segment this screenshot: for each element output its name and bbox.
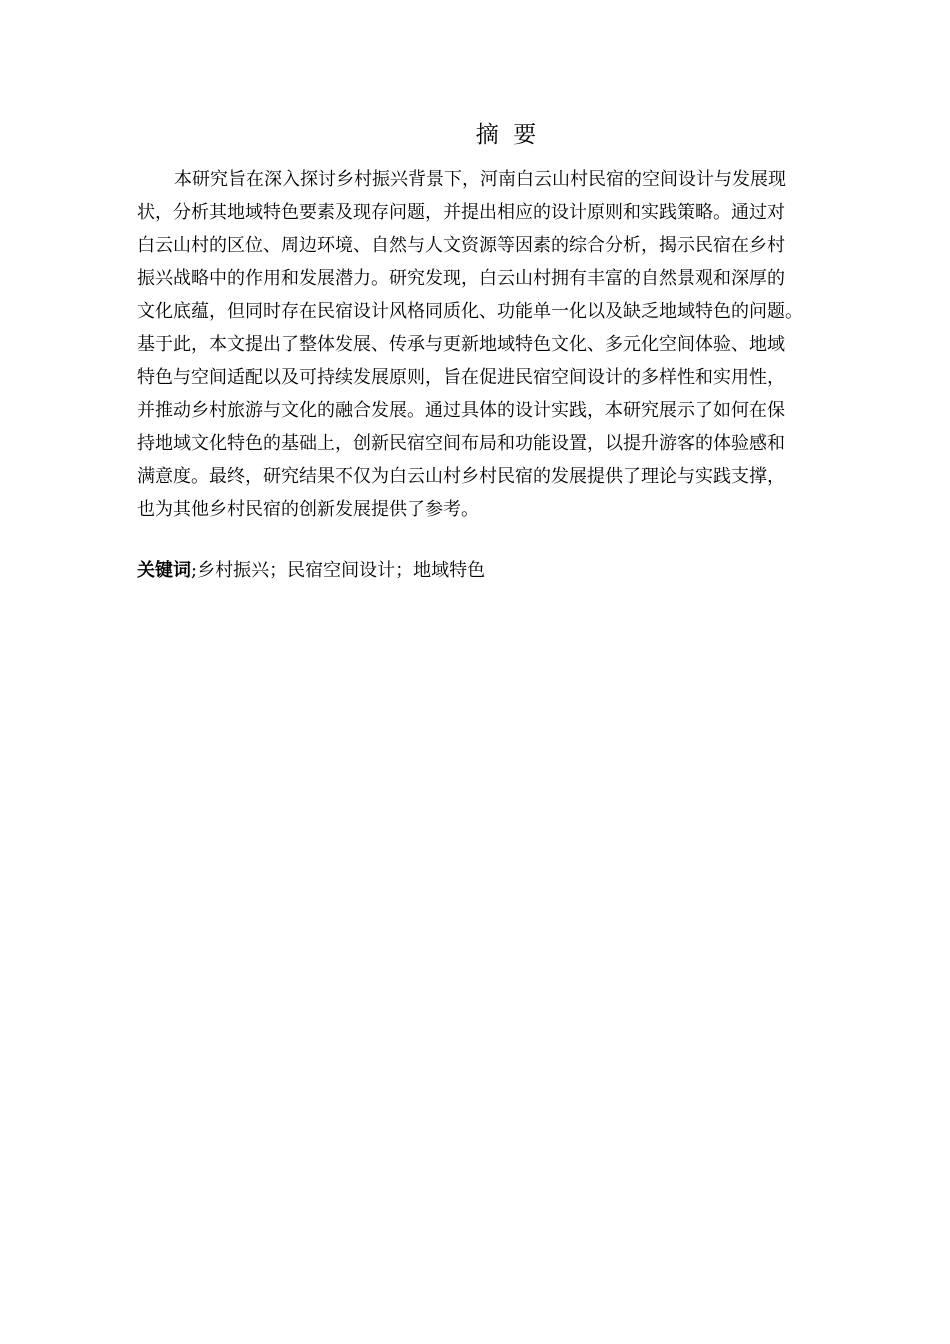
- abstract-line: 并推动乡村旅游与文化的融合发展。通过具体的设计实践，本研究展示了如何在保: [137, 400, 785, 421]
- abstract-line: 特色与空间适配以及可持续发展原则，旨在促进民宿空间设计的多样性和实用性，: [137, 367, 785, 388]
- keywords-label: 关键词: [137, 560, 191, 581]
- abstract-line: 持地域文化特色的基础上，创新民宿空间布局和功能设置，以提升游客的体验感和: [137, 433, 785, 454]
- abstract-line: 本研究旨在深入探讨乡村振兴背景下，河南白云山村民宿的空间设计与发展现: [174, 169, 786, 190]
- page-title: 摘 要: [475, 122, 537, 148]
- abstract-line: 振兴战略中的作用和发展潜力。研究发现，白云山村拥有丰富的自然景观和深厚的: [137, 268, 785, 289]
- abstract-line: 状，分析其地域特色要素及现存问题，并提出相应的设计原则和实践策略。通过对: [137, 202, 785, 223]
- abstract-line: 文化底蕴，但同时存在民宿设计风格同质化、功能单一化以及缺乏地域特色的问题。: [137, 301, 803, 322]
- keywords-text: ;乡村振兴；民宿空间设计；地域特色: [191, 560, 486, 581]
- abstract-line: 满意度。最终，研究结果不仅为白云山村乡村民宿的发展提供了理论与实践支撑，: [137, 466, 785, 487]
- keywords-line: [137, 554, 485, 587]
- abstract-line: 也为其他乡村民宿的创新发展提供了参考。: [137, 499, 479, 520]
- abstract-line: 基于此，本文提出了整体发展、传承与更新地域特色文化、多元化空间体验、地域: [137, 334, 785, 355]
- abstract-body: [137, 163, 837, 526]
- abstract-line: 白云山村的区位、周边环境、自然与人文资源等因素的综合分析，揭示民宿在乡村: [137, 235, 785, 256]
